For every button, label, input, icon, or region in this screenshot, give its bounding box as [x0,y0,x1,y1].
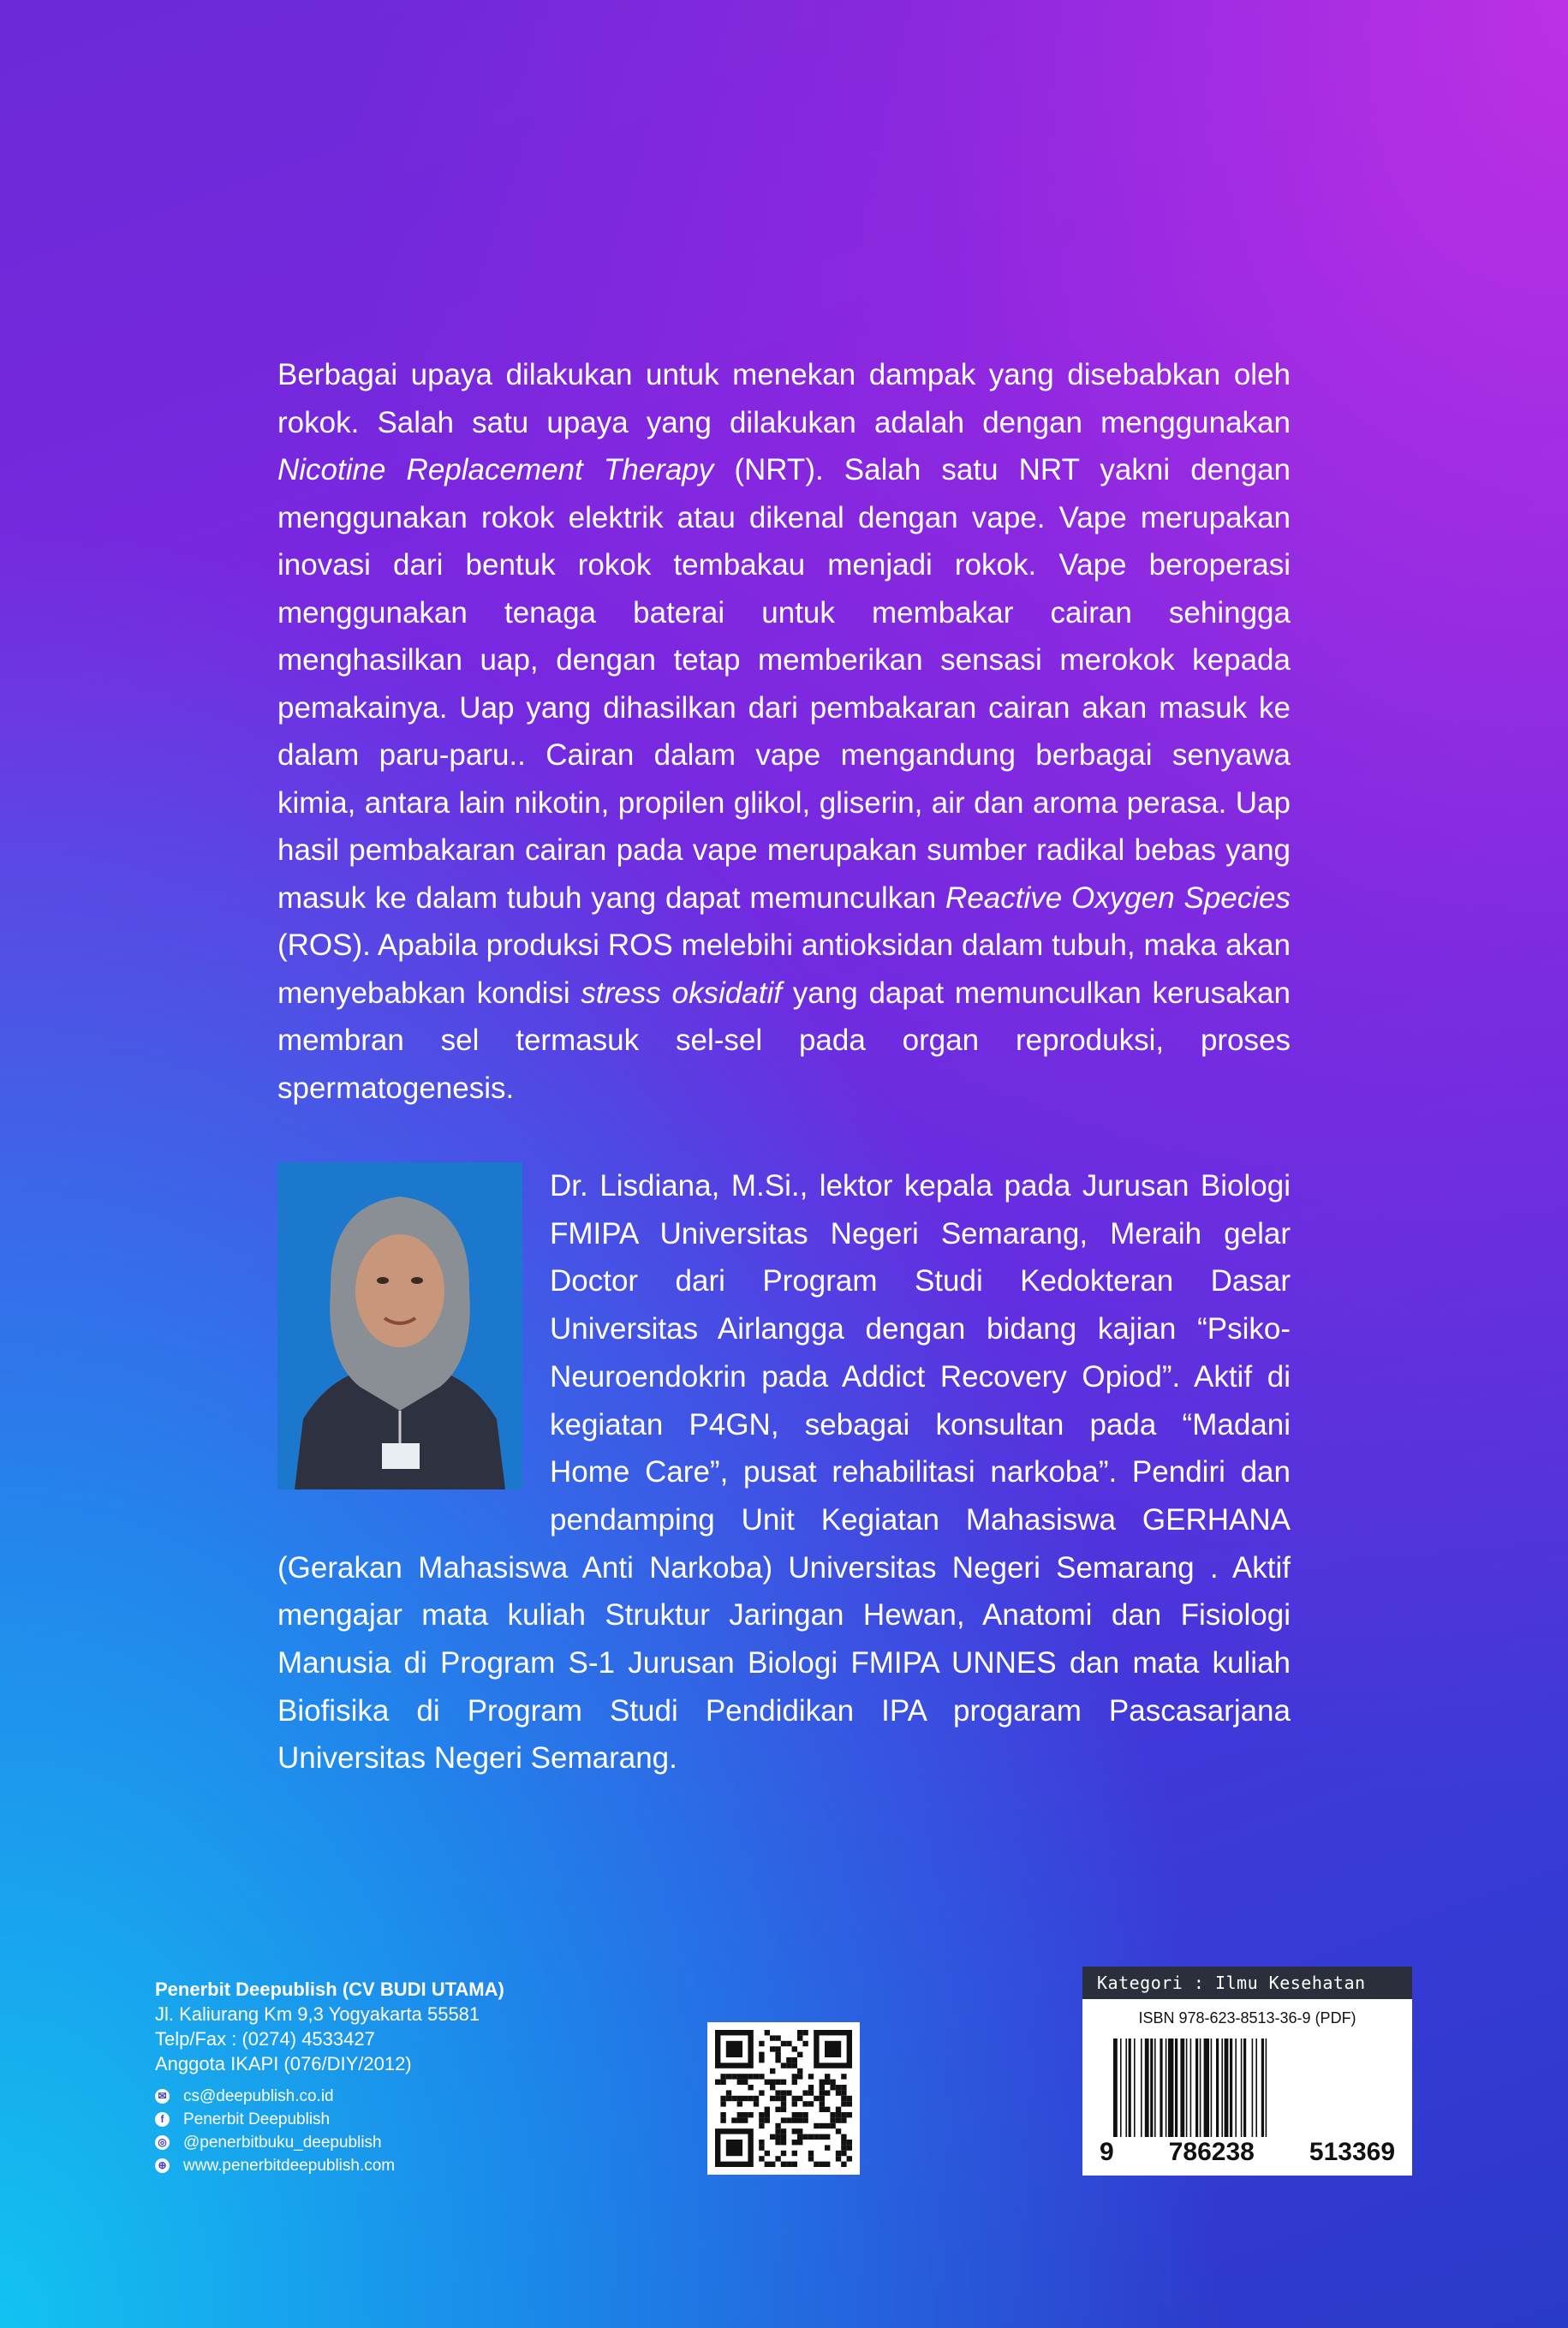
facebook-icon: f [155,2112,170,2127]
category-label: Kategori : Ilmu Kesehatan [1082,1967,1412,1999]
contact-website[interactable] [155,2154,504,2177]
blurb-italic-nrt: Nicotine Replacement Therapy [277,453,714,486]
contact-facebook[interactable] [155,2108,504,2131]
email-icon: ✉ [155,2089,170,2104]
contact-website-text: www.penerbitdeepublish.com [183,2157,396,2175]
isbn-text: ISBN 978-623-8513-36-9 (PDF) [1138,2009,1356,2027]
blurb-italic-stress: stress oksidatif [581,976,782,1010]
instagram-icon: ◎ [155,2135,170,2150]
barcode-panel [1082,1999,1412,2176]
publisher-phone: Telp/Fax : (0274) 4533427 [155,2028,375,2050]
author-bio-section [277,1162,1291,1782]
globe-icon: ⊕ [155,2158,170,2173]
contact-email[interactable] [155,2085,504,2108]
author-photo [277,1162,522,1489]
publisher-info [155,1977,504,2177]
qr-code-graphic [707,2022,860,2175]
publisher-address: Jl. Kaliurang Km 9,3 Yogyakarta 55581 [155,2003,480,2025]
contact-email-text: cs@deepublish.co.id [183,2087,334,2105]
blurb-text-2: (NRT). Salah satu NRT yakni dengan menggunakan rokok elektrik atau dikenal dengan vape. Vape merupakan inovasi dari bentuk rokok tembakau menjadi rokok. Vape beroperasi menggunakan tenaga baterai untuk membakar cairan sehingga menghasilkan uap, dengan tetap memberikan sensasi merokok kepada pemakainya. Uap yang dihasilkan dari pembakaran cairan akan masuk ke dalam paru-paru.. Cairan dalam vape mengandung berbagai senyawa kimia, antara lain nikotin, propilen glikol, gliserin, air dan aroma perasa. Uap hasil pembakaran cairan pada vape merupakan sumber radikal bebas yang masuk ke dalam tubuh yang dapat memunculkan [277,453,1291,915]
blurb-paragraph [277,351,1291,1112]
publisher-name: Penerbit Deepublish (CV BUDI UTAMA) [155,1979,504,2000]
isbn-barcode-box [1082,1967,1412,2176]
contact-instagram[interactable] [155,2131,504,2154]
barcode-digit-lead: 9 [1100,2138,1114,2166]
barcode-digits [1100,2138,1395,2167]
publisher-ikapi: Anggota IKAPI (076/DIY/2012) [155,2053,412,2074]
barcode-digit-group-1: 786238 [1168,2138,1255,2166]
blurb-text-1: Berbagai upaya dilakukan untuk menekan dampak yang disebabkan oleh rokok. Salah satu upaya yang dilakukan adalah dengan menggunakan [277,358,1291,439]
barcode-digit-group-2: 513369 [1309,2138,1395,2166]
publisher-contacts [155,2085,504,2177]
qr-code[interactable] [707,2022,860,2175]
blurb-italic-ros: Reactive Oxygen Species [945,880,1291,915]
blurb-text-4: yang dapat memunculkan kerusakan membran sel termasuk sel-sel pada organ reproduksi, proses spermatogenesis. [277,976,1291,1105]
blurb-text-3: (ROS). Apabila produksi ROS melebihi antioksidan dalam tubuh, maka akan menyebabkan kondisi [277,928,1291,1010]
contact-instagram-text: @penerbitbuku_deepublish [183,2134,382,2152]
contact-facebook-text: Penerbit Deepublish [183,2110,331,2128]
author-bio-text: Dr. Lisdiana, M.Si., lektor kepala pada Jurusan Biologi FMIPA Universitas Negeri Semarang, Meraih gelar Doctor dari Program Studi Kedokteran Dasar Universitas Airlangga dengan bidang kajian “Psiko-Neuroendokrin pada Addict Recovery Opiod”. Aktif di kegiatan P4GN, sebagai konsultan pada “Madani Home Care”, pusat rehabilitasi narkoba”. Pendiri dan pendamping Unit Kegiatan Mahasiswa GERHANA (Gerakan Mahasiswa Anti Narkoba) Universitas Negeri Semarang . Aktif mengajar mata kuliah Struktur Jaringan Hewan, Anatomi dan Fisiologi Manusia di Program S-1 Jurusan Biologi FMIPA UNNES dan mata kuliah Biofisika di Program Studi Pendidikan IPA progaram Pascasarjana Universitas Negeri Semarang. [277,1169,1291,1776]
back-cover-blurb [277,351,1291,1112]
